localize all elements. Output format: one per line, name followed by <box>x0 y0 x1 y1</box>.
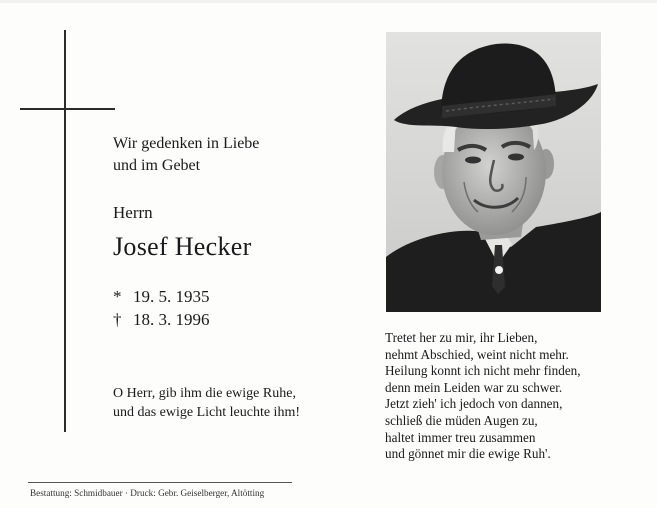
intro-line: und im Gebet <box>113 157 201 174</box>
deceased-name: Josef Hecker <box>113 232 252 261</box>
poem-line: haltet immer treu zusammen <box>385 429 536 445</box>
poem-line: Tretet her zu mir, ihr Lieben, <box>385 330 538 345</box>
birth-symbol: * <box>113 287 122 306</box>
portrait-photo <box>386 32 601 312</box>
footer-divider <box>28 482 292 483</box>
portrait-illustration <box>386 32 601 312</box>
prayer-text <box>113 384 300 422</box>
poem-line: Jetzt zieh' ich jedoch von dannen, <box>385 396 563 412</box>
death-date: 18. 3. 1996 <box>133 310 210 329</box>
cross-horizontal-bar <box>20 108 115 110</box>
intro-line: Wir gedenken in Liebe <box>113 135 260 152</box>
poem-line: denn mein Leiden war zu schwer. <box>385 379 563 395</box>
death-date-row <box>113 308 210 331</box>
cross-vertical-bar <box>64 30 66 432</box>
life-dates <box>113 285 210 331</box>
prayer-line: und das ewige Licht leuchte ihm! <box>113 405 300 420</box>
poem-line: und gönnet mir die ewige Ruh'. <box>385 446 551 462</box>
prayer-line: O Herr, gib ihm die ewige Ruhe, <box>113 386 296 401</box>
poem-text <box>385 330 581 463</box>
intro-text <box>113 133 259 177</box>
poem-line: schließ die müden Augen zu, <box>385 412 538 428</box>
card-edge <box>0 0 657 3</box>
poem-line: Heilung konnt ich nicht mehr finden, <box>385 363 581 379</box>
salutation: Herrn <box>113 203 153 222</box>
birth-date-row <box>113 285 210 308</box>
poem-line: nehmt Abschied, weint nicht mehr. <box>385 346 569 362</box>
birth-date: 19. 5. 1935 <box>133 287 210 306</box>
footer-credits: Bestattung: Schmidbauer · Druck: Gebr. Geiselberger, Altötting <box>30 488 265 498</box>
death-symbol: † <box>113 310 122 329</box>
